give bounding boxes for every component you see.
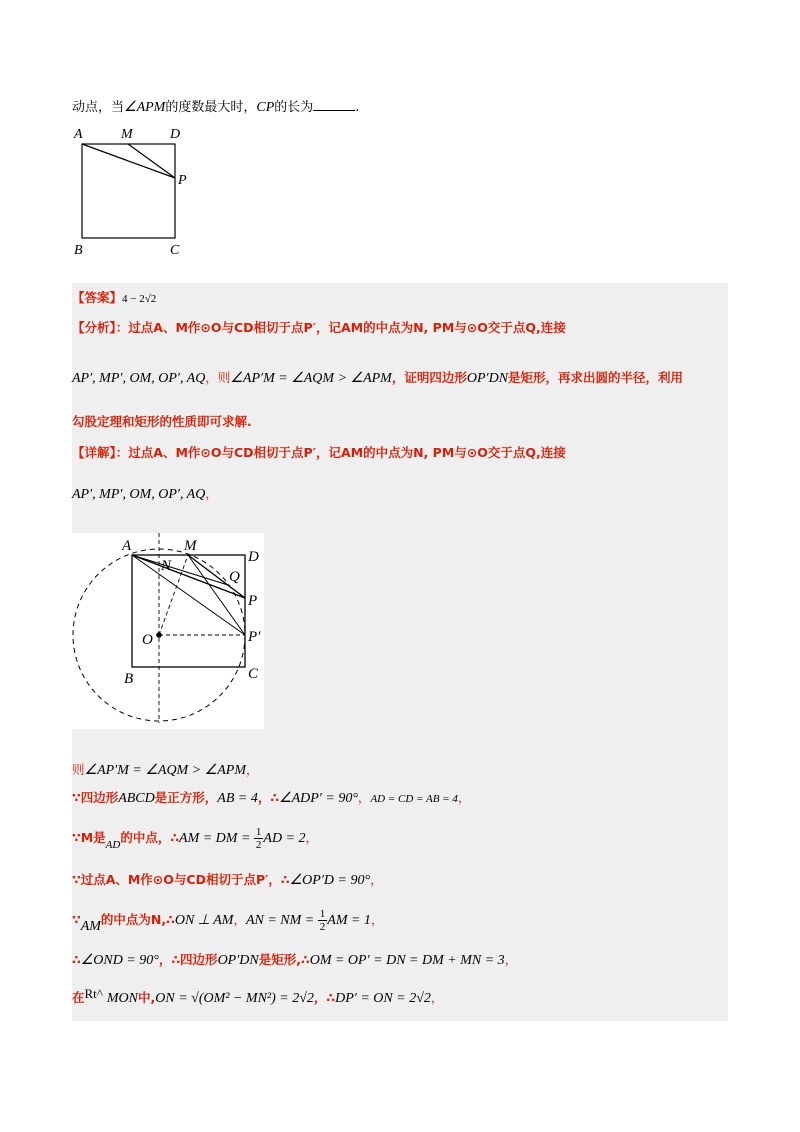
step5-frac-den: 2	[319, 921, 326, 933]
step4-end: ，	[370, 872, 383, 887]
step5-mid: 的中点为N,∴	[100, 912, 175, 927]
step4-pre: ∵过点A、M作⊙O与CD相切于点P′，∴	[72, 872, 290, 887]
step5-am: AM	[80, 919, 101, 934]
square-figure	[70, 122, 200, 260]
detail-line2	[72, 484, 218, 503]
step1-end: ，	[245, 762, 259, 777]
segment-ap-prime	[132, 555, 245, 635]
step5-result: AM = 1	[327, 913, 371, 928]
step2-therefore: ，∴	[257, 790, 280, 805]
answer-value: 4 − 2√2	[122, 293, 157, 305]
question-suffix: 的长为	[274, 100, 314, 115]
analysis-line3	[72, 412, 252, 430]
label-P: P	[178, 173, 187, 188]
label-M: M	[121, 127, 133, 142]
answer-blank	[313, 98, 355, 111]
label-B: B	[124, 671, 134, 687]
label-O: O	[142, 632, 153, 648]
analysis-text1: ：过点A、M作⊙O与CD相切于点P′，记AM的中点为N, PM与⊙O交于点Q,连接	[115, 320, 566, 335]
step2-pre: ∵四边形	[72, 790, 119, 805]
step7-end: ，	[430, 990, 444, 1005]
step5-comma: ，	[233, 912, 246, 927]
step3-am: AM = DM =	[179, 831, 254, 846]
step5-an: AN = NM =	[245, 913, 318, 928]
step-3	[72, 826, 318, 851]
square-abcd	[82, 144, 175, 238]
step2-ab: AB = 4	[217, 791, 258, 806]
label-C: C	[170, 243, 180, 258]
label-C: C	[248, 666, 259, 682]
step-1	[72, 760, 259, 779]
question-seg: CP	[256, 100, 275, 115]
step7-in: 中,	[138, 990, 156, 1005]
detail-comma: ，	[205, 486, 218, 501]
label-B: B	[74, 243, 83, 258]
step-5	[72, 908, 383, 933]
step7-mon: MON	[106, 991, 139, 1006]
step7-dp: DP′ = ON = 2√2	[335, 991, 431, 1006]
step-2	[72, 788, 470, 807]
answer-tag: 【答案】	[72, 290, 123, 305]
step6-rect: 是矩形,∴	[258, 952, 310, 967]
step1-angle: ∠AP′M = ∠AQM > ∠APM	[84, 763, 246, 778]
step7-therefore: ，∴	[313, 990, 336, 1005]
step6-pre: ∴	[72, 952, 81, 967]
label-P: P	[248, 593, 258, 609]
step6-quad: OP′DN	[217, 953, 259, 968]
step7-pre: 在	[72, 990, 85, 1005]
step2-square: 是正方形，	[154, 790, 218, 805]
analysis-line1	[72, 318, 566, 336]
detail-text1: ：过点A、M作⊙O与CD相切于点P′，记AM的中点为N, PM与⊙O交于点Q,连接	[115, 445, 566, 460]
label-D: D	[170, 127, 181, 142]
label-A: A	[122, 538, 132, 554]
label-N: N	[161, 558, 172, 574]
analysis-then: ，则	[205, 370, 231, 385]
label-P-prime: P′	[248, 629, 261, 645]
label-M: M	[184, 538, 197, 554]
detail-connect: AP′, MP′, OM, OP′, AQ	[72, 487, 206, 502]
analysis-connect: AP′, MP′, OM, OP′, AQ	[72, 371, 206, 386]
step5-perp: ON ⊥ AM	[174, 913, 234, 928]
segment-aq	[132, 555, 228, 585]
step3-mid: 的中点，∴	[120, 830, 180, 845]
step3-end: ，	[305, 830, 319, 845]
question-prefix: 动点，当	[72, 100, 125, 115]
step2-sides: AD = CD = AB = 4	[370, 793, 458, 805]
question-angle: ∠APM	[124, 100, 166, 115]
step6-eq: OM = OP′ = DN = DM + MN = 3	[309, 953, 505, 968]
detail-line1	[72, 443, 566, 461]
question-line	[72, 96, 359, 116]
circle-figure	[72, 533, 264, 729]
step7-rt: Rt^	[84, 986, 103, 1001]
step4-angle: ∠OP′D = 90°	[289, 873, 371, 888]
analysis-text3: 勾股定理和矩形的性质即可求解.	[72, 414, 252, 429]
answer-row	[72, 288, 156, 306]
label-A: A	[74, 127, 83, 142]
analysis-quad: OP′DN	[466, 371, 509, 386]
step5-frac-num: 1	[319, 908, 326, 920]
step2-abcd: ABCD	[118, 791, 155, 806]
step-7	[72, 988, 443, 1007]
detail-tag: 【详解】	[72, 445, 116, 460]
step2-comma: ，	[357, 790, 371, 805]
analysis-prove: ，证明四边形	[391, 370, 467, 385]
question-mid: 的度数最大时，	[165, 100, 257, 115]
label-D: D	[248, 549, 259, 565]
step6-quad-pre: ，∴四边形	[158, 952, 218, 967]
step-6	[72, 950, 517, 969]
step6-end: ，	[504, 952, 518, 967]
step3-ad: AD	[105, 839, 121, 851]
label-Q: Q	[229, 569, 240, 585]
step6-angle: ∠OND = 90°	[80, 953, 159, 968]
step5-end: ，	[370, 912, 384, 927]
step-4	[72, 870, 383, 889]
segment-ap	[82, 144, 175, 178]
step3-frac-num: 1	[255, 826, 262, 838]
step3-frac-den: 2	[255, 839, 262, 851]
analysis-angle: ∠AP′M = ∠AQM > ∠APM	[230, 371, 392, 386]
step5-pre: ∵	[72, 912, 81, 927]
step5-fraction	[318, 908, 328, 933]
analysis-rest: 是矩形，再求出圆的半径，利用	[508, 370, 684, 385]
step1-pre: 则	[72, 762, 85, 777]
step3-fraction	[254, 826, 264, 851]
step2-end: ，	[457, 790, 471, 805]
step3-pre: ∵M是	[72, 830, 106, 845]
step7-on: ON = √(OM² − MN²) = 2√2	[155, 991, 314, 1006]
analysis-tag: 【分析】	[72, 320, 116, 335]
question-end: .	[355, 100, 360, 115]
center-o	[156, 632, 162, 638]
step2-angle: ∠ADP′ = 90°	[279, 791, 358, 806]
step3-result: AD = 2	[263, 831, 306, 846]
analysis-line2	[72, 368, 683, 387]
segment-mp	[128, 144, 175, 178]
